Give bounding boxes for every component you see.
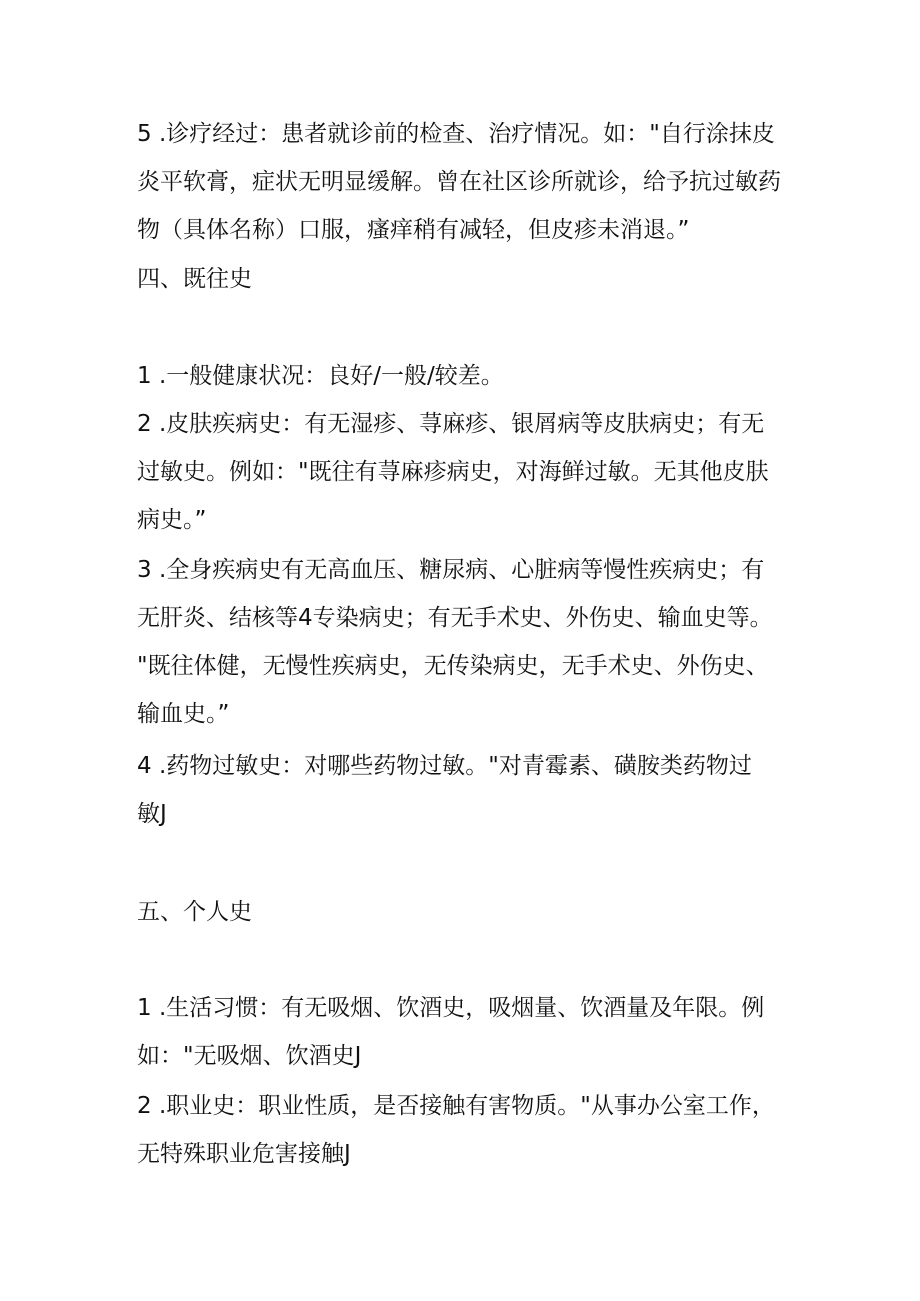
section-4-title: 四、既往史 [137, 266, 252, 292]
s5-item-2-line-2: 无特殊职业危害接触J [137, 1141, 351, 1167]
item-5-line-1: 5 .诊疗经过：患者就诊前的检查、治疗情况。如："自行涂抹皮 [137, 121, 775, 147]
section-5-title: 五、个人史 [137, 899, 252, 925]
s4-item-3-line-3: "既往体健，无慢性疾病史，无传染病史，无手术史、外伤史、 [137, 653, 769, 679]
section-4-item-4 [137, 742, 797, 838]
s4-item-1-line-1: 1 .一般健康状况：良好/一般/较差。 [137, 363, 504, 389]
s4-item-3-line-2: 无肝炎、结核等4专染病史；有无手术史、外伤史、输血史等。 [137, 605, 773, 631]
section-4-heading [137, 255, 797, 303]
s5-item-1-line-1: 1 .生活习惯：有无吸烟、饮酒史，吸烟量、饮酒量及年限。例 [137, 995, 765, 1021]
section-5-item-2 [137, 1082, 797, 1178]
section-4-item-3 [137, 546, 797, 738]
s4-item-2-line-2: 过敏史。例如："既往有荨麻疹病史，对海鲜过敏。无其他皮肤 [137, 459, 769, 485]
item-5-line-3: 物（具体名称）口服，瘙痒稍有减轻，但皮疹未消退。” [137, 217, 690, 243]
item-5-line-2: 炎平软膏，症状无明显缓解。曾在社区诊所就诊，给予抗过敏药 [137, 169, 781, 195]
section-4-item-1 [137, 352, 797, 400]
s4-item-4-line-2: 敏J [137, 801, 167, 827]
section-5-heading [137, 888, 797, 936]
s5-item-2-line-1: 2 .职业史：职业性质，是否接触有害物质。"从事办公室工作， [137, 1093, 775, 1119]
item-5-diagnosis-treatment [137, 110, 797, 254]
s4-item-2-line-3: 病史。” [137, 507, 207, 533]
s4-item-3-line-4: 输血史。” [137, 701, 230, 727]
s5-item-1-line-2: 如："无吸烟、饮酒史J [137, 1043, 362, 1069]
s4-item-2-line-1: 2 .皮肤疾病史：有无湿疹、荨麻疹、银屑病等皮肤病史；有无 [137, 411, 765, 437]
section-4-item-2 [137, 400, 797, 544]
section-5-item-1 [137, 984, 797, 1080]
s4-item-3-line-1: 3 .全身疾病史有无高血压、糖尿病、心脏病等慢性疾病史；有 [137, 557, 765, 583]
s4-item-4-line-1: 4 .药物过敏史：对哪些药物过敏。"对青霉素、磺胺类药物过 [137, 753, 752, 779]
